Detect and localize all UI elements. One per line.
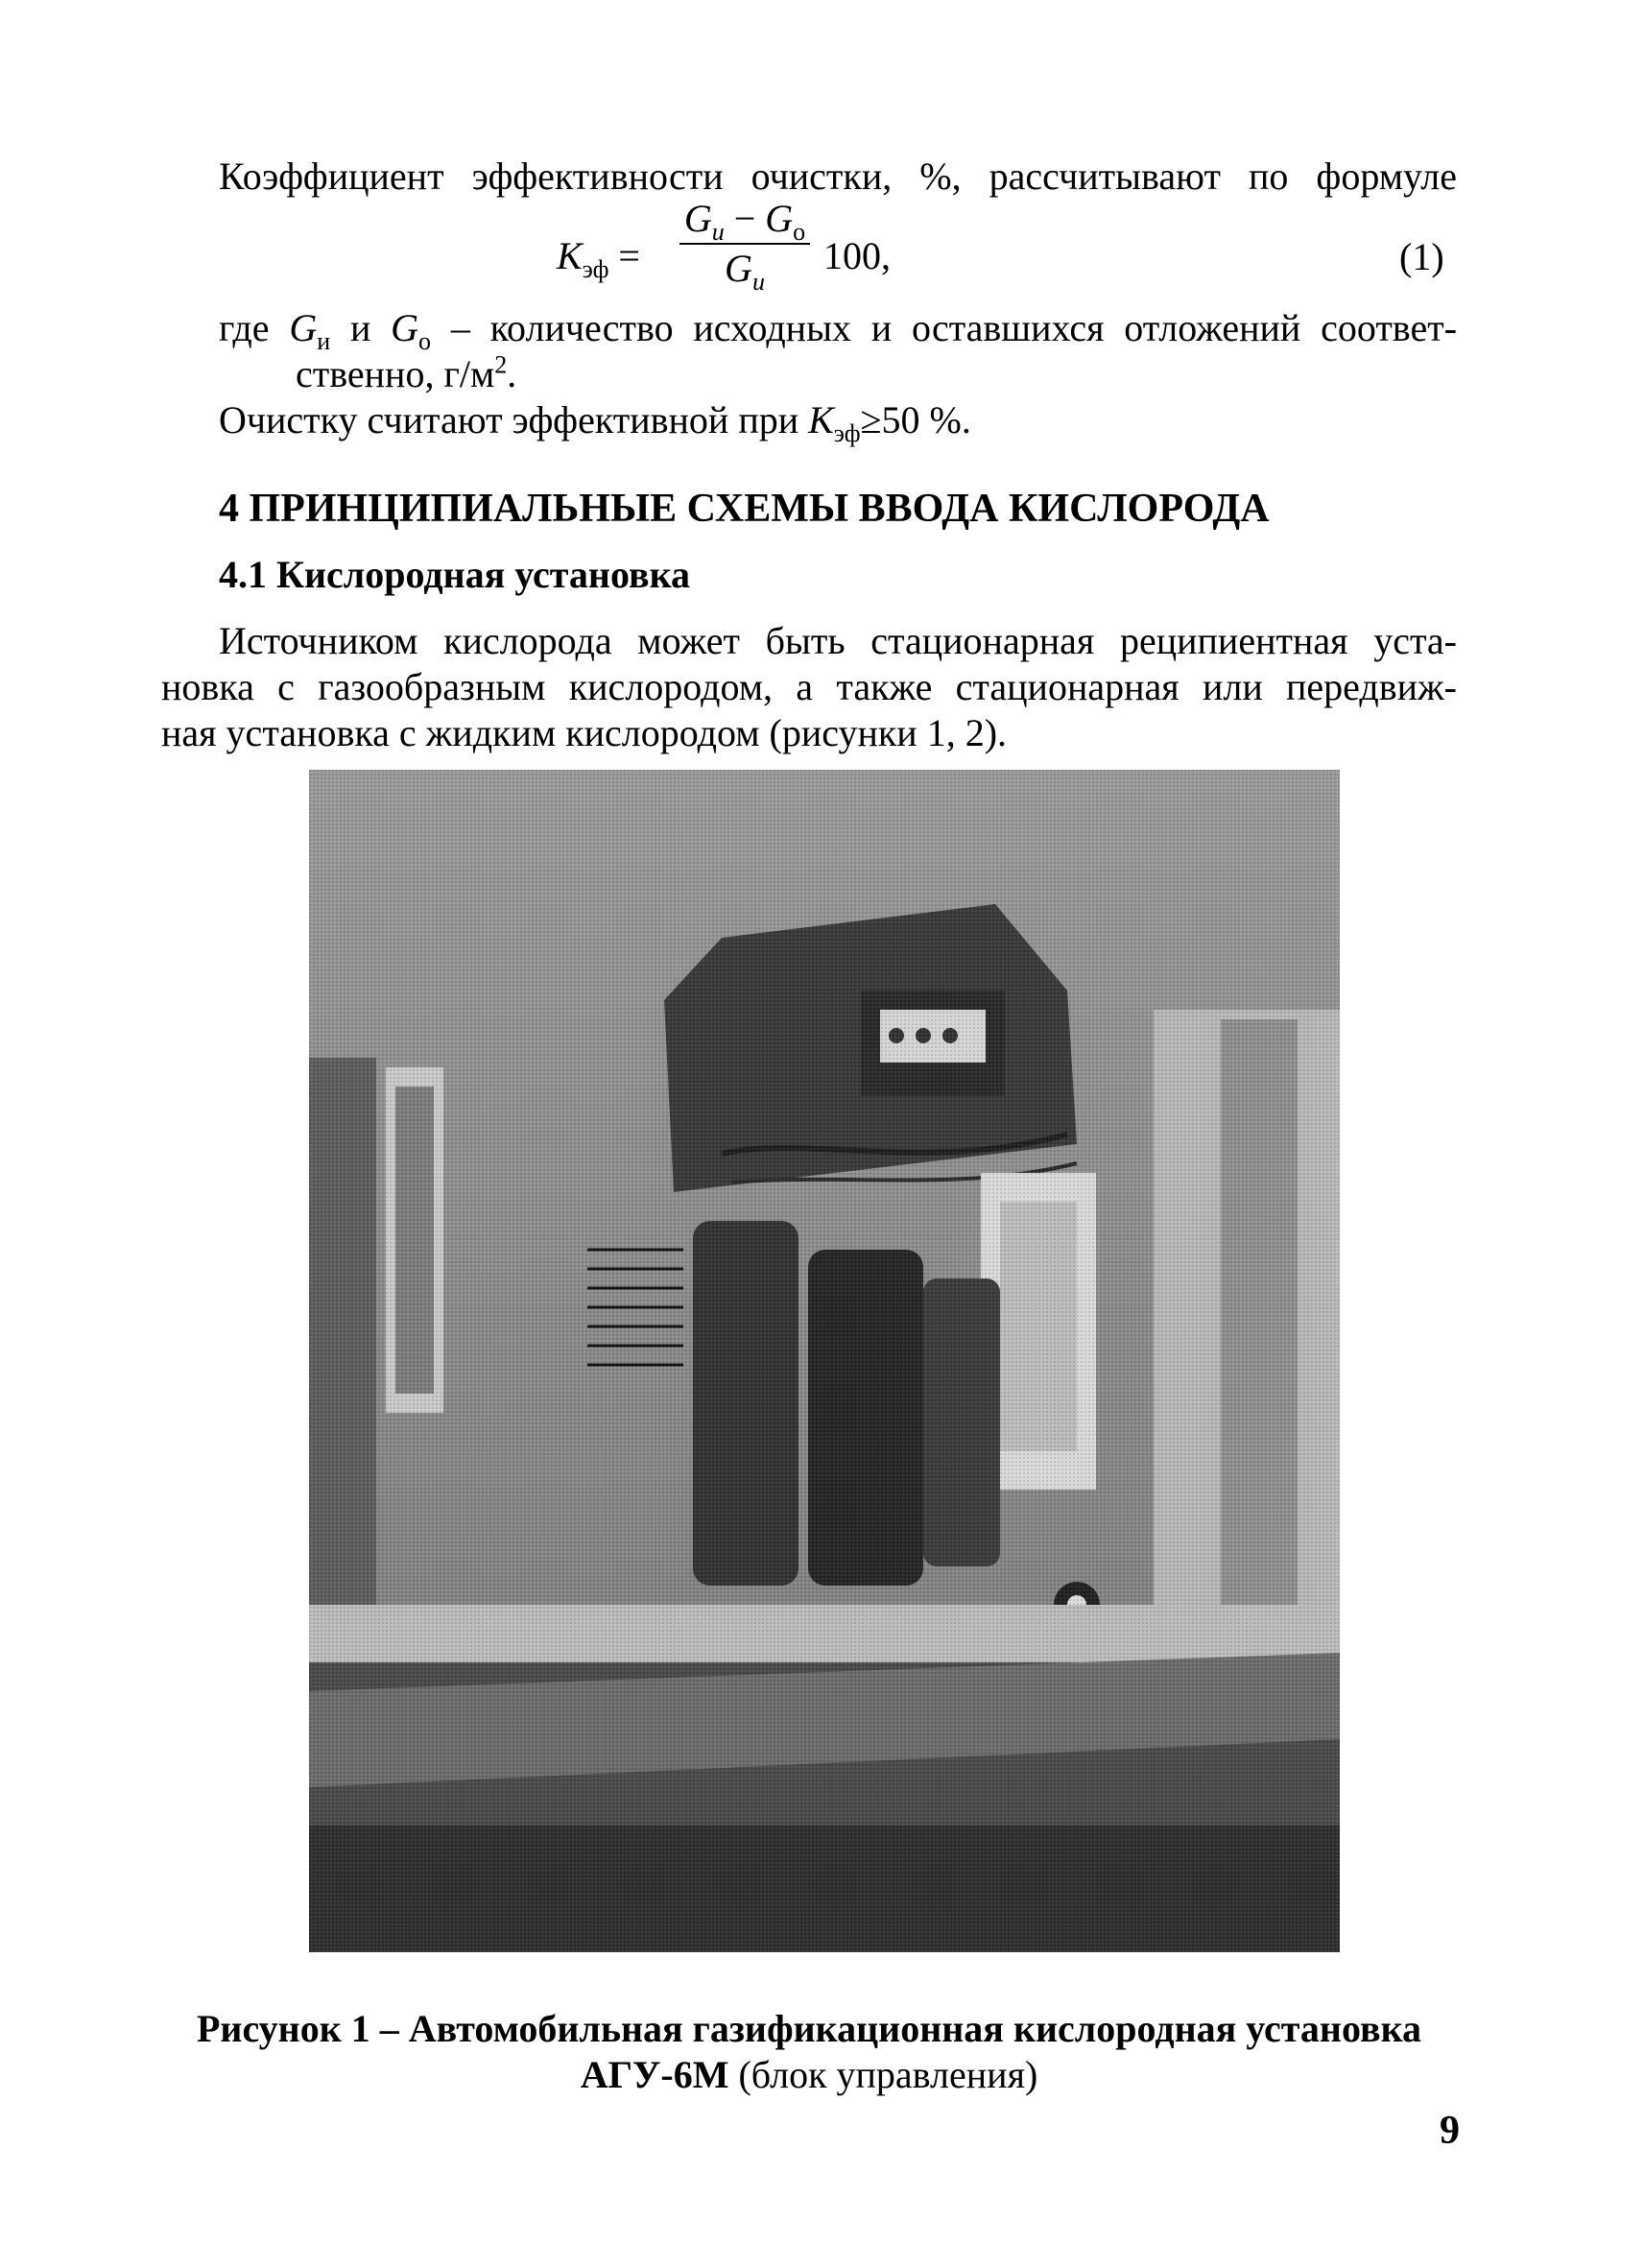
section-heading: 4 ПРИНЦИПИАЛЬНЫЕ СХЕМЫ ВВОДА КИСЛОРОДА [219, 487, 1270, 531]
intro-text: Коэффициент эффективности очистки, %, рассчитывают по формуле [219, 155, 1457, 198]
where-line-2: ственно, $г/м^2$. [296, 350, 517, 395]
fraction-bar [679, 243, 810, 245]
formula-lhs: $К_{эф}$ = [557, 234, 640, 283]
paragraph-line: Источником кислорода может быть стационарная реципиентная уста- [219, 619, 1457, 662]
criterion-text: Очистку считают эффективной при $К_{эф}\ge 50$ %. [219, 398, 971, 447]
where-line-1: где $G_и$ и $G_о$ – количество исходных и оставшихся отложений соответ- [219, 306, 1458, 355]
figure-caption-line-2: АГУ-6М (блок управления) [580, 2053, 1038, 2096]
figure-caption-line-1: Рисунок 1 – Автомобильная газификационная кислородная установка [196, 2007, 1422, 2050]
equation-number: (1) [1399, 235, 1444, 278]
paragraph-line: ная установка с жидким кислородом (рисунки 1, 2). [161, 711, 1008, 754]
formula-fraction [679, 197, 810, 296]
page-number: 9 [1440, 2109, 1460, 2153]
formula-numerator: $G_и - G_о$ [683, 197, 806, 246]
figure-photo [309, 770, 1340, 1952]
subsection-heading: 4.1 Кислородная установка [219, 553, 691, 596]
paragraph-line: новка с газообразным кислородом, а также стационарная или передвиж- [161, 665, 1457, 708]
formula-denominator: $G_и$ [725, 247, 765, 296]
formula-multiplier: 100, [823, 234, 891, 277]
